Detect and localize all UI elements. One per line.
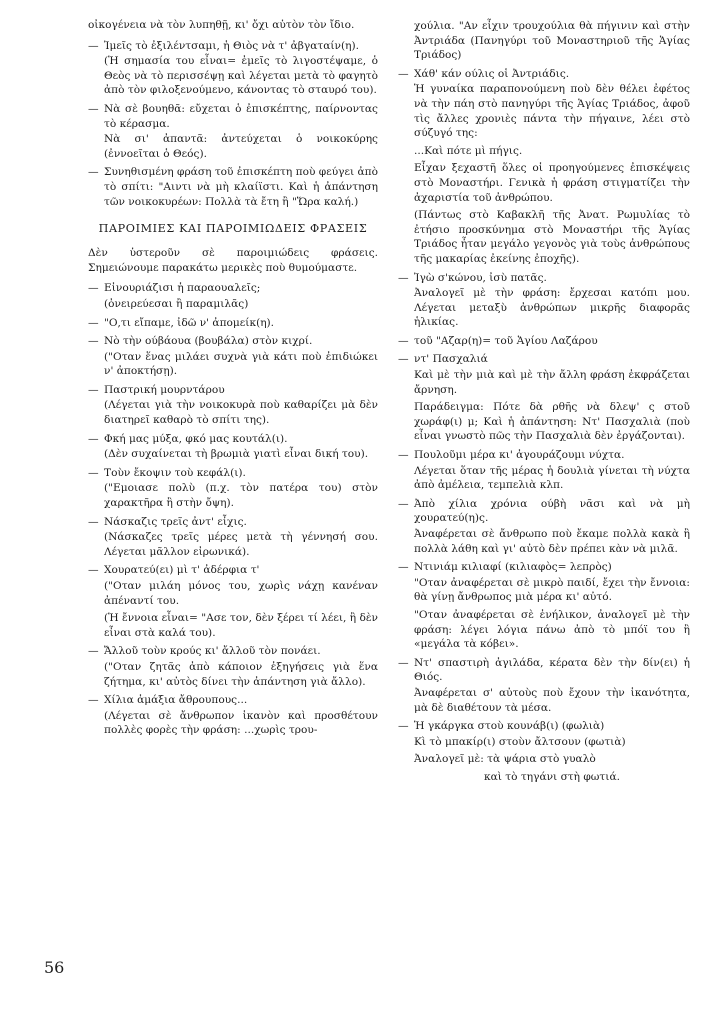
- entry-dash: —: [88, 166, 99, 179]
- explanation-text: ("Οταν ἕνας μιλάει συχνὰ γιὰ κάτι ποὺ ἐπιδιώκει ν' ἀποκτήσῃ).: [104, 350, 378, 378]
- entry-text: Ἀπὸ χίλια χρόνια ούβὴ νᾶσι καὶ νὰ μὴ χουρατεύ(η)ς.: [414, 497, 690, 525]
- entry-dash: —: [88, 39, 99, 52]
- explanation-text: (ὀνειρεύεσαι ἢ παραμιλᾶς): [104, 297, 249, 310]
- entry-text: Νὸ τὴν ούβάουα (βουβάλα) στὸν κιχρί.: [104, 335, 313, 348]
- section-title: ΠΑΡΟΙΜΙΕΣ ΚΑΙ ΠΑΡΟΙΜΙΩΔΕΙΣ ΦΡΑΣΕΙΣ: [98, 222, 368, 236]
- entry: [88, 644, 378, 659]
- entry-text: Συνηθισμένη φράση τοῦ ἐπισκέπτη ποὺ φεύγει ἀπὸ τὸ σπίτι: "Αιντι νὰ μὴ κλαίϊστι. Καὶ ἡ ἀπάντηση τῶν νοικοκυρέων: Πολλὰ τὰ ἔτη ἢ "Ὥρα καλή.): [104, 166, 378, 208]
- explanation-text: Παράδειγμα: Πότε δὰ ρθῆς νὰ δλεψ' ς στοῦ χωράφ(ι) μ; Καὶ ἡ ἀπάντηση: Ντ' Πασχαλιὰ (ποὺ εἶναι γνωστὸ πῶς τὴν Πασχαλιὰ δὲν ἐργάζονται).: [414, 401, 690, 443]
- explanation-text: χούλια. "Αν εἶχιν τρουχούλια θὰ πήγινιν καὶ στὴν Ἀντριάδα (Πανηγύρι τοῦ Μοναστηριοῦ τῆς Ἁγίας Τριάδος): [414, 20, 690, 62]
- explanation-text: "Οταν ἀναφέρεται σὲ μικρὸ παιδί, ἔχει τὴν ἔννοια: θὰ γίνῃ ἄνθρωπος μιὰ μέρα κι' αὐτό.: [414, 576, 690, 604]
- entry: [398, 560, 690, 575]
- entry: [398, 334, 690, 349]
- entry-text: Χίλια ἁμάξια ἄθρουπους...: [104, 694, 248, 707]
- explanation-text: Νὰ σι' ἀπαντᾶ: ἀντεύχεται ὁ νοικοκύρης (ἐννοεῖται ὁ Θεός).: [104, 133, 378, 160]
- explanation-text: (Ἡ ἔννοια εἶναι= "Ασε τον, δὲν ξέρει τί λέει, ἢ δὲν εἶναι στὰ καλά του).: [104, 612, 378, 639]
- entry: [398, 271, 690, 286]
- entry-dash: —: [88, 282, 99, 295]
- explanation-text: (Λέγεται σὲ ἄνθρωπον ἱκανὸν καὶ προσθέτουν πολλὲς φορὲς τὴν φράση: ...χωρὶς τρου-: [104, 709, 378, 737]
- entry-text: Νὰ σὲ βουηθᾶ: εὔχεται ὁ ἐπισκέπτης, παίρνοντας τὸ κέρασμα.: [104, 102, 378, 130]
- entry-text: Ἰμεῖς τὸ ἐξιλέντσαμι, ἡ Θιὸς νὰ τ' ἀβγαταίν(η).: [104, 39, 359, 52]
- entry-dash: —: [398, 353, 409, 366]
- explanation-text: Ἀναφέρεται σὲ ἄνθρωπο ποὺ ἔκαμε πολλὰ κακὰ ἢ πολλὰ λάθη καὶ γι' αὐτὸ δὲν πρέπει κὰν νὰ μιλᾶ.: [414, 528, 690, 555]
- entry-text: τοῦ "Αζαρ(η)= τοῦ Ἁγίου Λαζάρου: [414, 334, 598, 347]
- explanation-text: (Νάσκαζες τρεῖς μέρες μετὰ τὴ γέννησή σου. Λέγεται μᾶλλον εἰρωνικά).: [104, 531, 378, 558]
- entry-text: Πουλοῦμι μέρα κι' ἀγουράζουμι νύχτα.: [414, 449, 625, 462]
- entry-text: Χουρατεύ(ει) μὶ τ' ἀδέρφια τ': [104, 564, 260, 577]
- entry-text: Νάσκαζις τρεῖς ἀντ' εἶχις.: [104, 515, 247, 528]
- explanation-text: ("Εμοιασε πολὺ (π.χ. τὸν πατέρα του) στὸν χαρακτῆρα ἢ στὴν ὄψη).: [104, 482, 378, 510]
- explanation-text: Λέγεται ὅταν τῆς μέρας ἡ δουλιὰ γίνεται τὴ νύχτα ἀπὸ ἀμέλεια, τεμπελιὰ κλπ.: [414, 464, 690, 492]
- entry-dash: —: [88, 645, 99, 658]
- entry: [88, 281, 378, 296]
- explanation-text: (Πάντως στὸ Καβακλῆ τῆς Ἀνατ. Ρωμυλίας τὸ ἐτήσιο προσκύνημα στὸ Μοναστήρι τῆς Ἁγίας Τριάδος ἦταν μεγάλο γεγονὸς γιὰ τοὺς ἀνθρώπους τῆς μακαρίας ἐκείνης ἐποχῆς).: [414, 209, 690, 265]
- entry-dash: —: [88, 102, 99, 115]
- entry-dash: —: [88, 564, 99, 577]
- entry: [88, 466, 378, 481]
- entry: [88, 334, 378, 349]
- entry: [88, 39, 378, 54]
- entry-text: Ἡ γκάργκα στοὺ κουνάβ(ι) (φωλιὰ): [414, 720, 605, 733]
- paragraph: οἰκογένεια νὰ τὸν λυπηθῇ, κι' ὄχι αὐτὸν τὸν ἴδιο.: [88, 19, 355, 31]
- entry-text: Τοὺν ἔκοψιν τοὺ κεφάλ(ι).: [104, 466, 246, 479]
- centered-line: καὶ τὸ τηγάνι στὴ φωτιά.: [484, 770, 620, 783]
- entry-dash: —: [398, 656, 409, 669]
- entry: [88, 102, 378, 131]
- explanation-text: Κὶ τὸ μπακίρ(ι) στοὺν ἄλτσουν (φωτιὰ): [414, 735, 626, 748]
- entry: [398, 67, 690, 82]
- entry-dash: —: [88, 432, 99, 445]
- entry-dash: —: [398, 271, 409, 284]
- explanation-text: (Δὲν συχαίνεται τὴ βρωμιὰ γιατὶ εἶναι δική του).: [104, 448, 369, 461]
- left-column: [88, 18, 378, 741]
- entry: [88, 563, 378, 578]
- page-number: 56: [44, 958, 65, 977]
- entry: [88, 693, 378, 708]
- entry-dash: —: [88, 466, 99, 479]
- explanation-text: Ἀναφέρεται σ' αὐτοὺς ποὺ ἔχουν τὴν ἱκανότητα, μὰ δὲ διαθέτουν τὰ μέσα.: [414, 686, 690, 714]
- entry: [88, 165, 378, 209]
- explanation-text: (Λέγεται γιὰ τὴν νοικοκυρὰ ποὺ καθαρίζει μὰ δὲν διατηρεῖ καθαρὸ τὸ σπίτι της).: [104, 399, 378, 427]
- entry-dash: —: [88, 515, 99, 528]
- entry: [398, 497, 690, 526]
- entry: [398, 656, 690, 685]
- entry-text: Εἰνουριάζισι ἡ παραουαλεῖς;: [104, 282, 261, 295]
- entry-dash: —: [398, 497, 409, 510]
- entry-dash: —: [88, 335, 99, 348]
- entry: [398, 719, 690, 734]
- entry: [88, 515, 378, 530]
- right-column: [398, 18, 690, 788]
- entry-dash: —: [88, 383, 99, 396]
- explanation-text: (Ἡ σημασία του εἶναι= ἐμεῖς τὸ λιγοστέψαμε, ὁ Θεὸς νὰ τὸ περισσέψῃ καὶ λέγεται μετὰ τὸ φαγητὸ ἀπὸ τὸν φιλοξενούμενο, κάνοντας τὸ σταυρό του).: [104, 55, 378, 97]
- entry-dash: —: [398, 561, 409, 574]
- entry-text: Ντ' σπαστιρὴ ἀγιλάδα, κέρατα δὲν τὴν δίν(ει) ἡ Θιός.: [414, 656, 690, 684]
- entry-text: Ἰγὼ σ'κώνου, ἰσὺ πατᾶς.: [414, 271, 547, 284]
- entry: [88, 432, 378, 447]
- entry-dash: —: [398, 67, 409, 80]
- entry: [88, 316, 378, 331]
- entry-text: Χάθ' κάν ούλις οἱ Ἀντριάδις.: [414, 67, 570, 80]
- explanation-text: Ἀναλογεῖ μὲ τὴν φράση: ἔρχεσαι κατόπι μου. Λέγεται μεταξὺ ἀνθρώπων μικρῆς διαφορᾶς ἡλικίας.: [414, 287, 690, 329]
- entry: [398, 352, 690, 367]
- explanation-text: Εἶχαν ξεχαστῆ ὅλες οἱ προηγούμενες ἐπισκέψεις στὸ Μοναστήρι. Γενικὰ ἡ φράση στιγματίζει τὴν ἀχαριστία τοῦ ἀνθρώπου.: [414, 162, 690, 204]
- explanation-text: ("Οταν μιλάη μόνος του, χωρὶς νάχῃ κανέναν ἀπέναντί του.: [104, 580, 378, 607]
- entry: [88, 383, 378, 398]
- explanation-text: ...Καὶ πότε μὶ πήγις.: [414, 144, 523, 157]
- entry-dash: —: [88, 694, 99, 707]
- entry-text: Παστρική μουρντάρου: [104, 383, 225, 396]
- entry-dash: —: [398, 334, 409, 347]
- entry: [398, 448, 690, 463]
- explanation-text: Ἡ γυναίκα παραπονούμενη ποὺ δὲν θέλει ἐφέτος νὰ τὴν πάη στὸ πανηγύρι τῆς Ἁγίας Τριάδος, ἀφοῦ τὶς ἄλλες χρονιὲς πάντα τὴν πήγαινε, λέει στὸ σύζυγό της:: [414, 83, 690, 140]
- entry-dash: —: [398, 449, 409, 462]
- explanation-text: Ἀναλογεῖ μὲ: τὰ ψάρια στὸ γυαλὸ: [414, 753, 596, 766]
- explanation-text: ("Οταν ζητᾶς ἀπὸ κάποιον ἐξηγήσεις γιὰ ἕνα ζήτημα, κι' αὐτὸς δίνει τὴν ἀπάντηση γιὰ ἄλλο).: [104, 660, 378, 688]
- entry-text: Φκή μας μύξα, φκό μας κουτάλ(ι).: [104, 432, 288, 445]
- entry-text: Ἄλλοῦ τοὺν κρούς κι' ἄλλοῦ τὸν πονάει.: [104, 645, 321, 658]
- explanation-text: "Οταν ἀναφέρεται σὲ ἐνήλικον, ἀναλογεῖ μὲ τὴν φράση: λέγει λόγια πάνω ἀπὸ τὸ μπόϊ του ἢ «μεγάλα τὰ κόβει».: [414, 608, 690, 651]
- explanation-text: Καὶ μὲ τὴν μιὰ καὶ μὲ τὴν ἄλλη φράση ἐκφράζεται ἄρνηση.: [414, 369, 690, 396]
- entry-text: ντ' Πασχαλιά: [414, 353, 488, 366]
- entry-dash: —: [398, 720, 409, 733]
- paragraph: Δὲν ὑστεροῦν σὲ παροιμιώδεις φράσεις. Σημειώνουμε παρακάτω μερικὲς ποὺ θυμούμαστε.: [88, 247, 378, 274]
- entry-dash: —: [88, 316, 99, 329]
- entry-text: Ντινιάμ κιλιαφί (κιλιαφὸς= λεπρὸς): [414, 561, 612, 574]
- entry-text: "Ο,τι εἴπαμε, ἰδῶ ν' ἀπομείκ(η).: [104, 316, 275, 329]
